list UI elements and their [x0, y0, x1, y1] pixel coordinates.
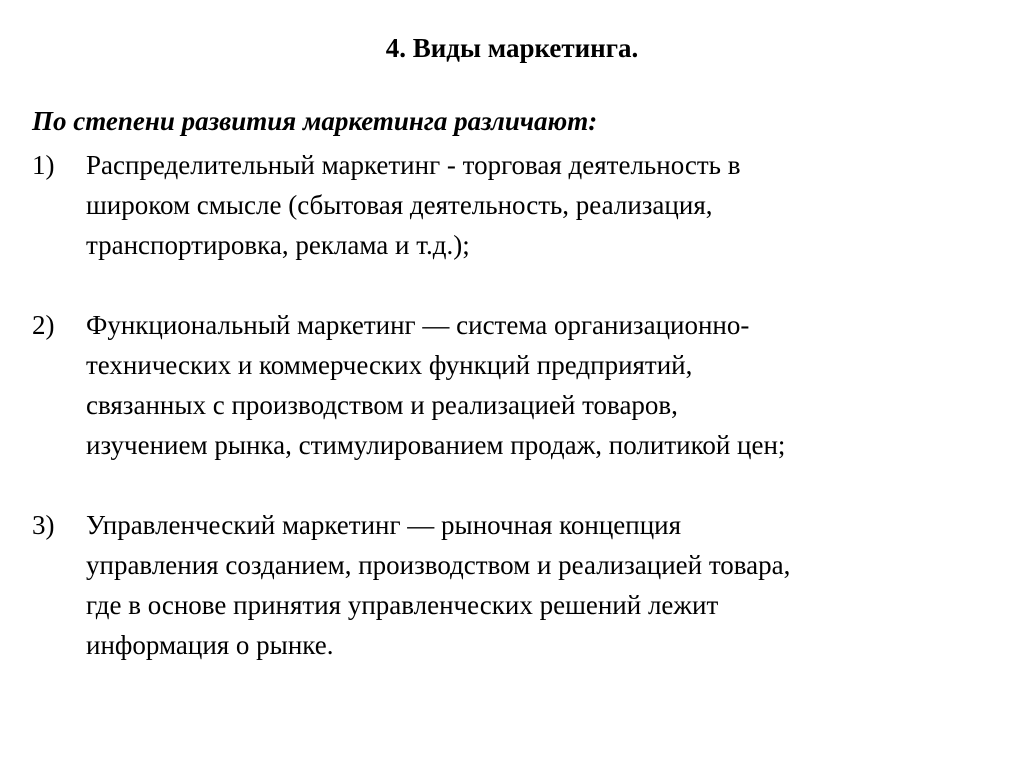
list-item-text-line: информация о рынке.: [86, 630, 334, 660]
list-item-text-line: технических и коммерческих функций предприятий,: [86, 350, 693, 380]
list-item-text-line: связанных с производством и реализацией товаров,: [86, 390, 678, 420]
list-item-text-line: Управленческий маркетинг — рыночная концепция: [86, 510, 682, 540]
list-item-text-line: Распределительный маркетинг - торговая деятельность в: [86, 150, 741, 180]
list-item-number: 3): [32, 510, 55, 540]
list-item-3: [32, 505, 1012, 665]
list-item-text-line: изучением рынка, стимулированием продаж, политикой цен;: [86, 430, 786, 460]
list-item-number: 1): [32, 150, 55, 180]
list-item-2: [32, 305, 1012, 465]
list-item-number: 2): [32, 310, 55, 340]
section-subtitle: По степени развития маркетинга различают:: [32, 106, 598, 136]
marketing-types-list: [32, 145, 1012, 665]
list-item-text-line: широком смысле (сбытовая деятельность, реализация,: [86, 190, 713, 220]
list-item-text-line: Функциональный маркетинг — система организационно-: [86, 310, 750, 340]
page-title: 4. Виды маркетинга.: [385, 33, 639, 63]
list-item-text-line: транспортировка, реклама и т.д.);: [86, 230, 470, 260]
list-item-text-line: управления созданием, производством и реализацией товара,: [86, 550, 791, 580]
list-item-text-line: где в основе принятия управленческих решений лежит: [86, 590, 719, 620]
list-item-1: [32, 145, 1012, 265]
